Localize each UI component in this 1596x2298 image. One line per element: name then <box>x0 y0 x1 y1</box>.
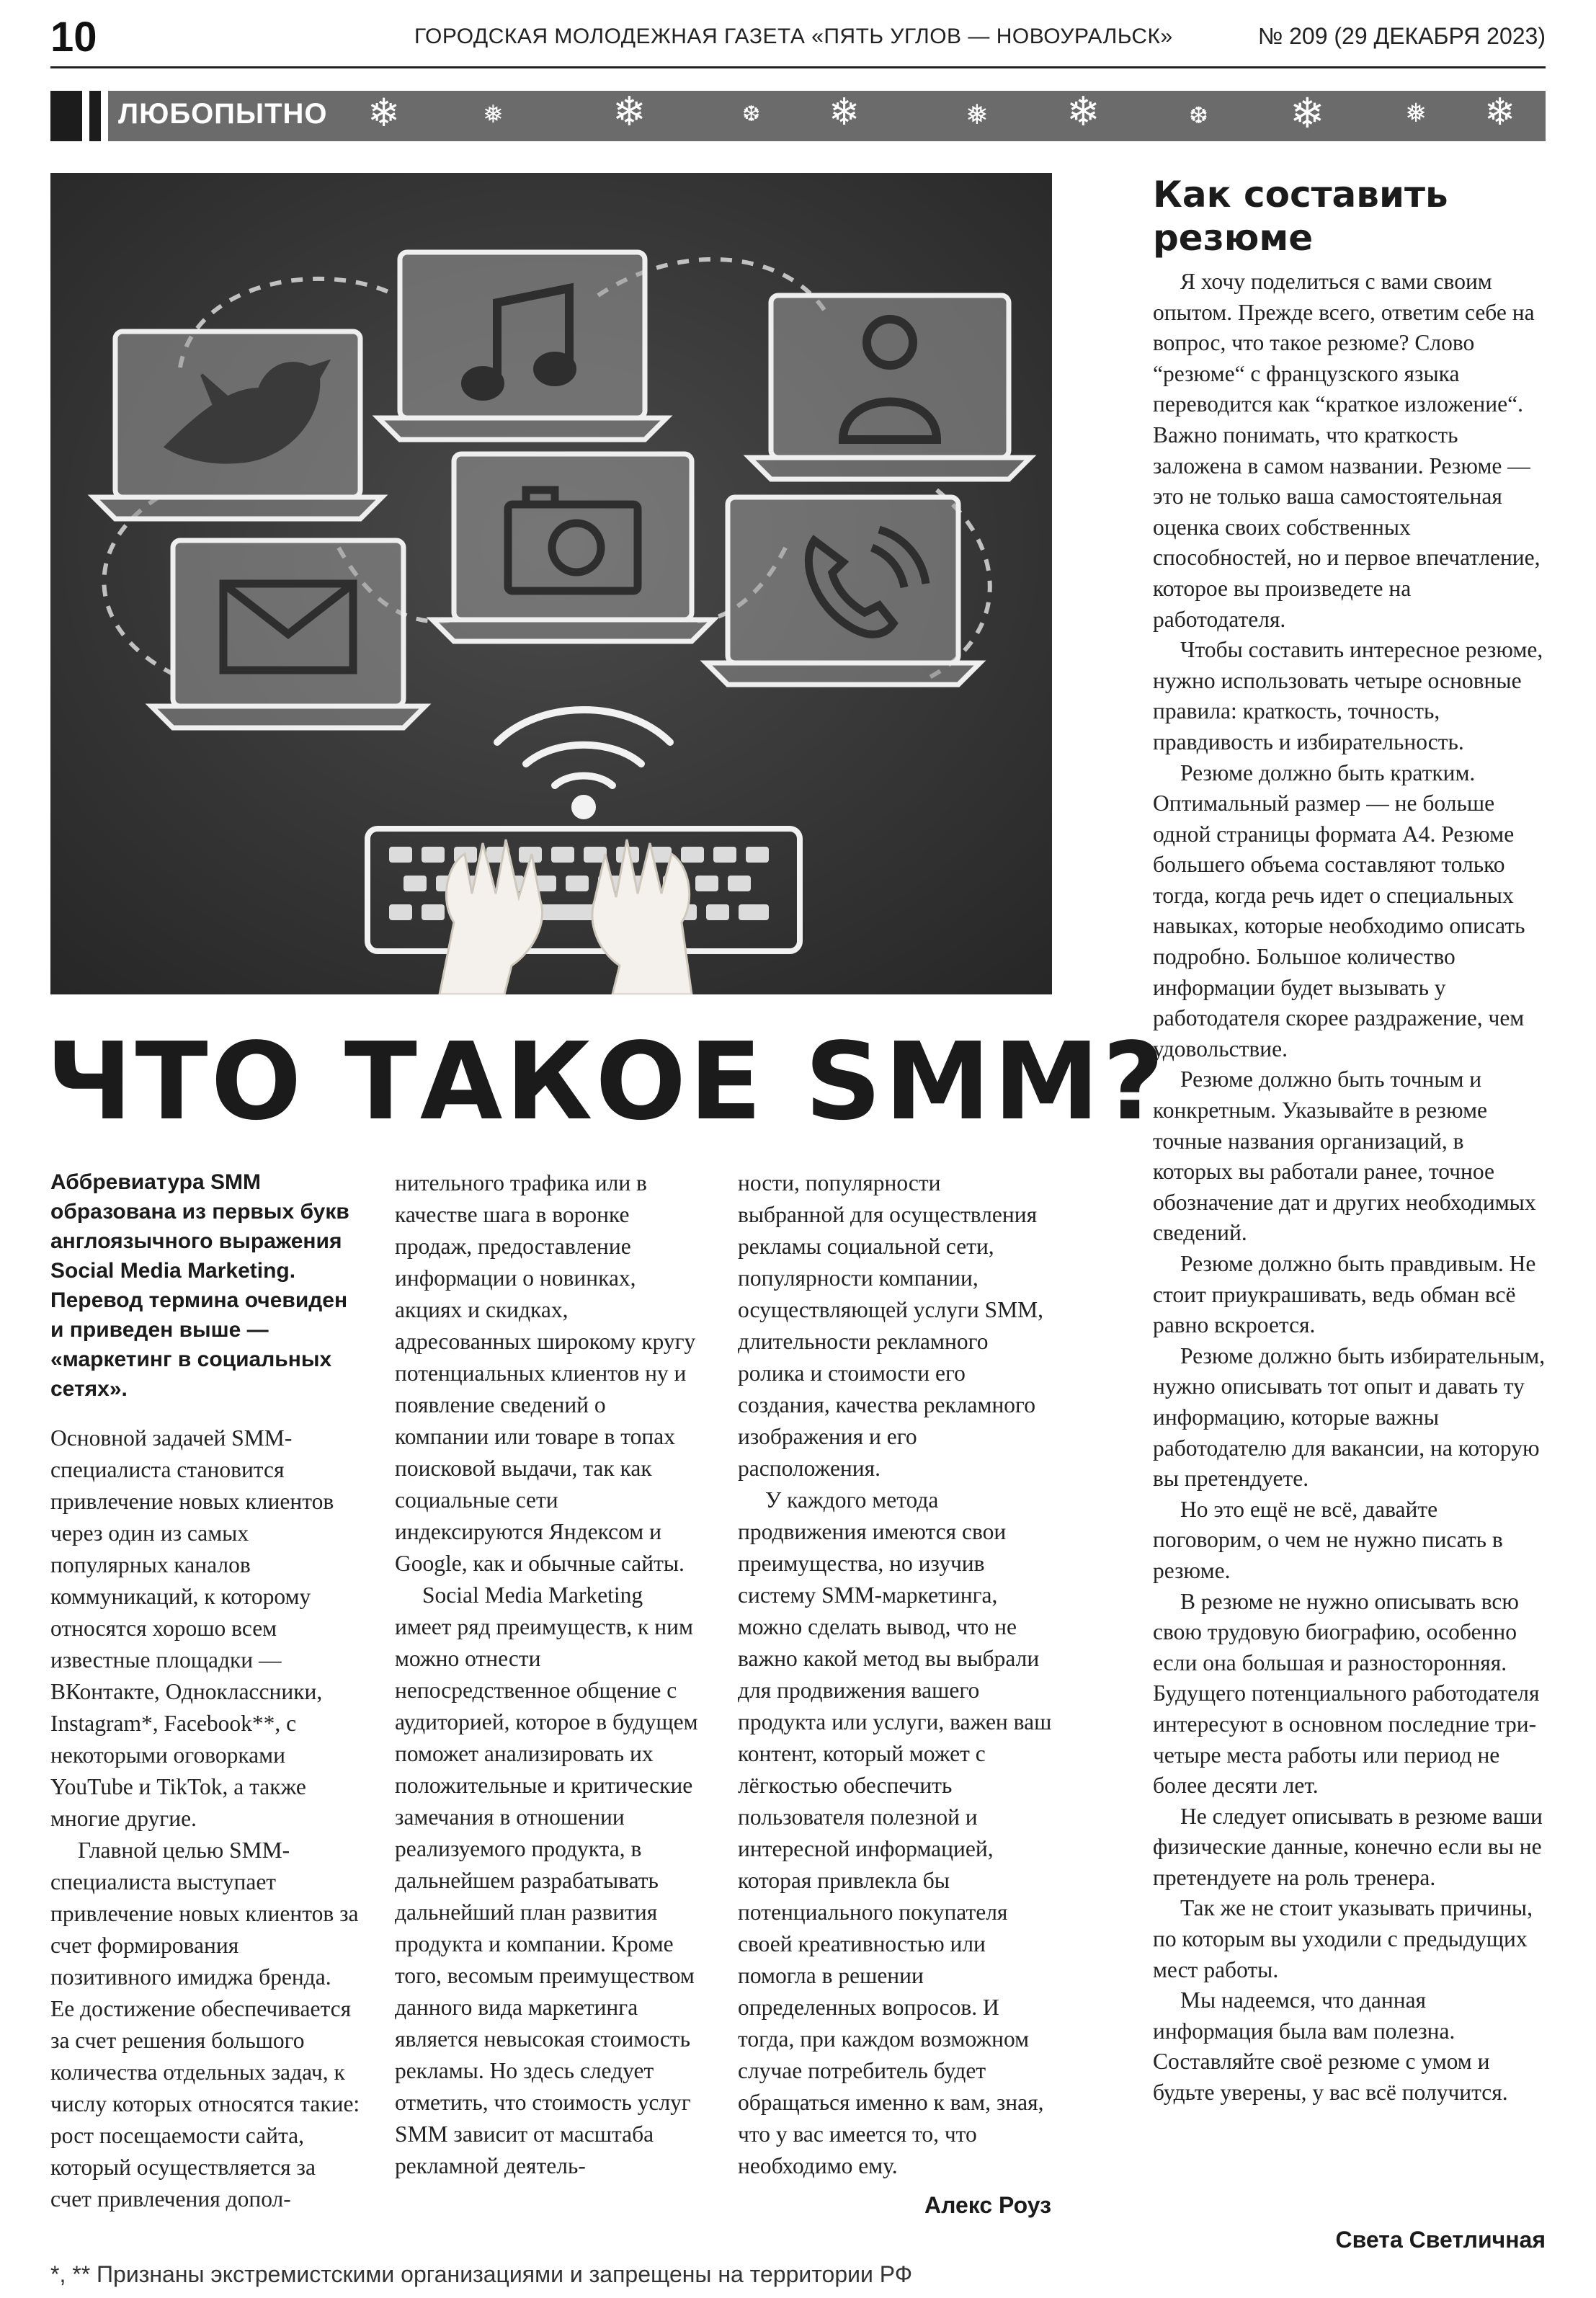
snowflake-icon: ❆ <box>1189 102 1208 129</box>
article-title: ЧТО ТАКОЕ SMM? <box>46 1020 1167 1144</box>
section-label: ЛЮБОПЫТНО <box>118 98 328 130</box>
sidebar-title: Как составить резюме <box>1153 174 1448 259</box>
issue-number: № 209 (29 ДЕКАБРЯ 2023) <box>1257 23 1546 49</box>
snowflake-icon: ❆ <box>742 102 761 127</box>
paragraph: Я хочу поделиться с вами своим опытом. Прежде всего, ответим себе на вопрос, что такое резюме? Слово “резюме“ с французского языка переводится как “краткое изложение“. Важно понимать, что краткость заложена в самом названии. Резюме — это не только ваша самостоятельная оценка своих собственных способностей, но и первое впечатление, которое вы произведете на работодателя. <box>1153 269 1541 632</box>
snowflake-icon: ❄ <box>829 91 860 134</box>
article-column-2 <box>395 1167 705 2182</box>
paragraph: Так же не стоит указывать причины, по которым вы уходили с предыдущих мест работы. <box>1153 1895 1533 1982</box>
section-marker-thin <box>89 91 101 141</box>
paragraph: Главной целью SMM-специалиста выступает привлечение новых клиентов за счет формирования позитивного имиджа бренда. Ее достижение обеспечивается за счет решения большого количества отдельных задач, к числу которых относятся такие: рост посещаемости сайта, который осуществляется за счет привлечения допол- <box>50 1838 360 2212</box>
snowflake-icon: ❄ <box>367 91 401 135</box>
snowflake-icon: ❄ <box>1066 91 1100 135</box>
article-column-3 <box>738 1167 1052 2182</box>
section-bar <box>108 91 1546 141</box>
paragraph: Резюме должно быть точным и конкретным. Указывайте в резюме точные названия организаций, в которых вы работали ранее, точное обозначение дат и других необходимых сведений. <box>1153 1066 1536 1246</box>
page-number: 10 <box>50 14 97 61</box>
paragraph: Но это ещё не всё, давайте поговорим, о чем не нужно писать в резюме. <box>1153 1496 1503 1583</box>
article-author: Алекс Роуз <box>924 2192 1051 2218</box>
paragraph: Чтобы составить интересное резюме, нужно использовать четыре основные правила: краткость, точность, правдивость и избирательность. <box>1153 637 1543 754</box>
paragraph: У каждого метода продвижения имеются свои преимущества, но изучив систему SMM-маркетинга, можно сделать вывод, что не важно какой метод вы выбрали для продвижения вашего продукта или услуги, важен ваш контент, который может с лёгкостью обеспечить пользователя полезной и интересной информацией, которая привлекла бы потенциального покупателя своей креативностью или помогла в решении определенных вопросов. И тогда, при каждом возможном случае потребитель будет обращаться именно к вам, зная, что у вас имеется то, что необходимо ему. <box>738 1487 1052 2178</box>
snowflake-icon: ❅ <box>966 99 989 130</box>
paragraph: Не следует описывать в резюме ваши физические данные, конечно если вы не претендуете на роль тренера. <box>1153 1803 1543 1890</box>
snowflake-icon: ❅ <box>483 100 504 129</box>
sidebar-author: Света Светличная <box>1335 2227 1546 2253</box>
section-marker <box>50 91 82 141</box>
paragraph: Основной задачей SMM-специалиста становится привлечение новых клиентов через один из самых популярных каналов коммуникаций, к которому относятся хорошо всем известные площадки — ВКонтакте, Одноклассники, Instagram*, Facebook**, с некоторыми оговорками YouTube и TikTok, а также многие другие. <box>50 1425 334 1831</box>
paragraph: Резюме должно быть кратким. Оптимальный размер — не больше одной страницы формата А4. Резюме большего объема составляют только тогда, когда речь идет о специальных навыках, которые необходимо описать подробно. Большое количество информации будет вызывать у работодателя скорее раздражение, чем удовольствие. <box>1153 760 1525 1061</box>
snowflake-icon: ❄ <box>1484 91 1516 134</box>
laptop-camera <box>432 454 713 641</box>
paragraph: Social Media Marketing имеет ряд преимуществ, к ним можно отнести непосредственное общение с аудиторией, которое в будущем поможет анализировать их положительные и критические замечания в отношении реализуемого продукта, в дальнейшем разрабатывать дальнейший план развития продукта и компании. Кроме того, весомым преимуществом данного вида маркетинга является невысокая стоимость рекламы. Но здесь следует отметить, что стоимость услуг SMM зависит от масштаба рекламной деятель- <box>395 1582 698 2178</box>
paragraph: В резюме не нужно описывать всю свою трудовую биографию, особенно если она большая и разносторонняя. Будущего потенциального работодателя интересуют в основном последние три-четыре места работы или период не более десяти лет. <box>1153 1588 1540 1799</box>
paragraph: Резюме должно быть избирательным, нужно описывать тот опыт и давать ту информацию, которые важны работодателю для вакансии, на которую вы претендуете. <box>1153 1342 1546 1492</box>
article-lead: Аббревиатура SMM образована из первых букв англоязычного выражения Social Media Marketing. Перевод термина очевиден и приведен выше — «маркетинг в социальных сетях». <box>50 1170 349 1401</box>
paragraph: Резюме должно быть правдивым. Не стоит приукрашивать, ведь обман всё равно вскроется. <box>1153 1251 1536 1338</box>
paragraph: нительного трафика или в качестве шага в воронке продаж, предоставление информации о новинках, акциях и скидках, адресованных широкому кругу потенциальных клиентов ну и появление сведений о компании или товаре в топах поисковой выдачи, так как социальные сети индексируются Яндексом и Google, как и обычные сайты. <box>395 1170 696 1576</box>
paragraph: ности, популярности выбранной для осуществления рекламы социальной сети, популярности компании, осуществляющей услуги SMM, длительности рекламного ролика и стоимости его создания, качества рекламного изображения и его расположения. <box>738 1170 1044 1481</box>
chalkboard-illustration <box>50 173 1052 994</box>
snowflake-icon: ❄ <box>1290 91 1325 138</box>
sidebar-body <box>1153 267 1546 2108</box>
newspaper-name: ГОРОДСКАЯ МОЛОДЕЖНАЯ ГАЗЕТА «ПЯТЬ УГЛОВ — НОВОУРАЛЬСК» <box>414 25 1173 48</box>
paragraph: Мы надеемся, что данная информация была вам полезна. Составляйте своё резюме с умом и будьте уверены, у вас всё получится. <box>1153 1987 1508 2106</box>
snowflake-icon: ❄ <box>612 91 646 135</box>
laptop-music <box>378 252 667 440</box>
header-rule <box>50 66 1546 68</box>
footnote: *, ** Признаны экстремистскими организациями и запрещены на территории РФ <box>50 2261 913 2287</box>
snowflake-icon: ❅ <box>1405 99 1427 128</box>
article-column-1 <box>50 1167 360 2215</box>
